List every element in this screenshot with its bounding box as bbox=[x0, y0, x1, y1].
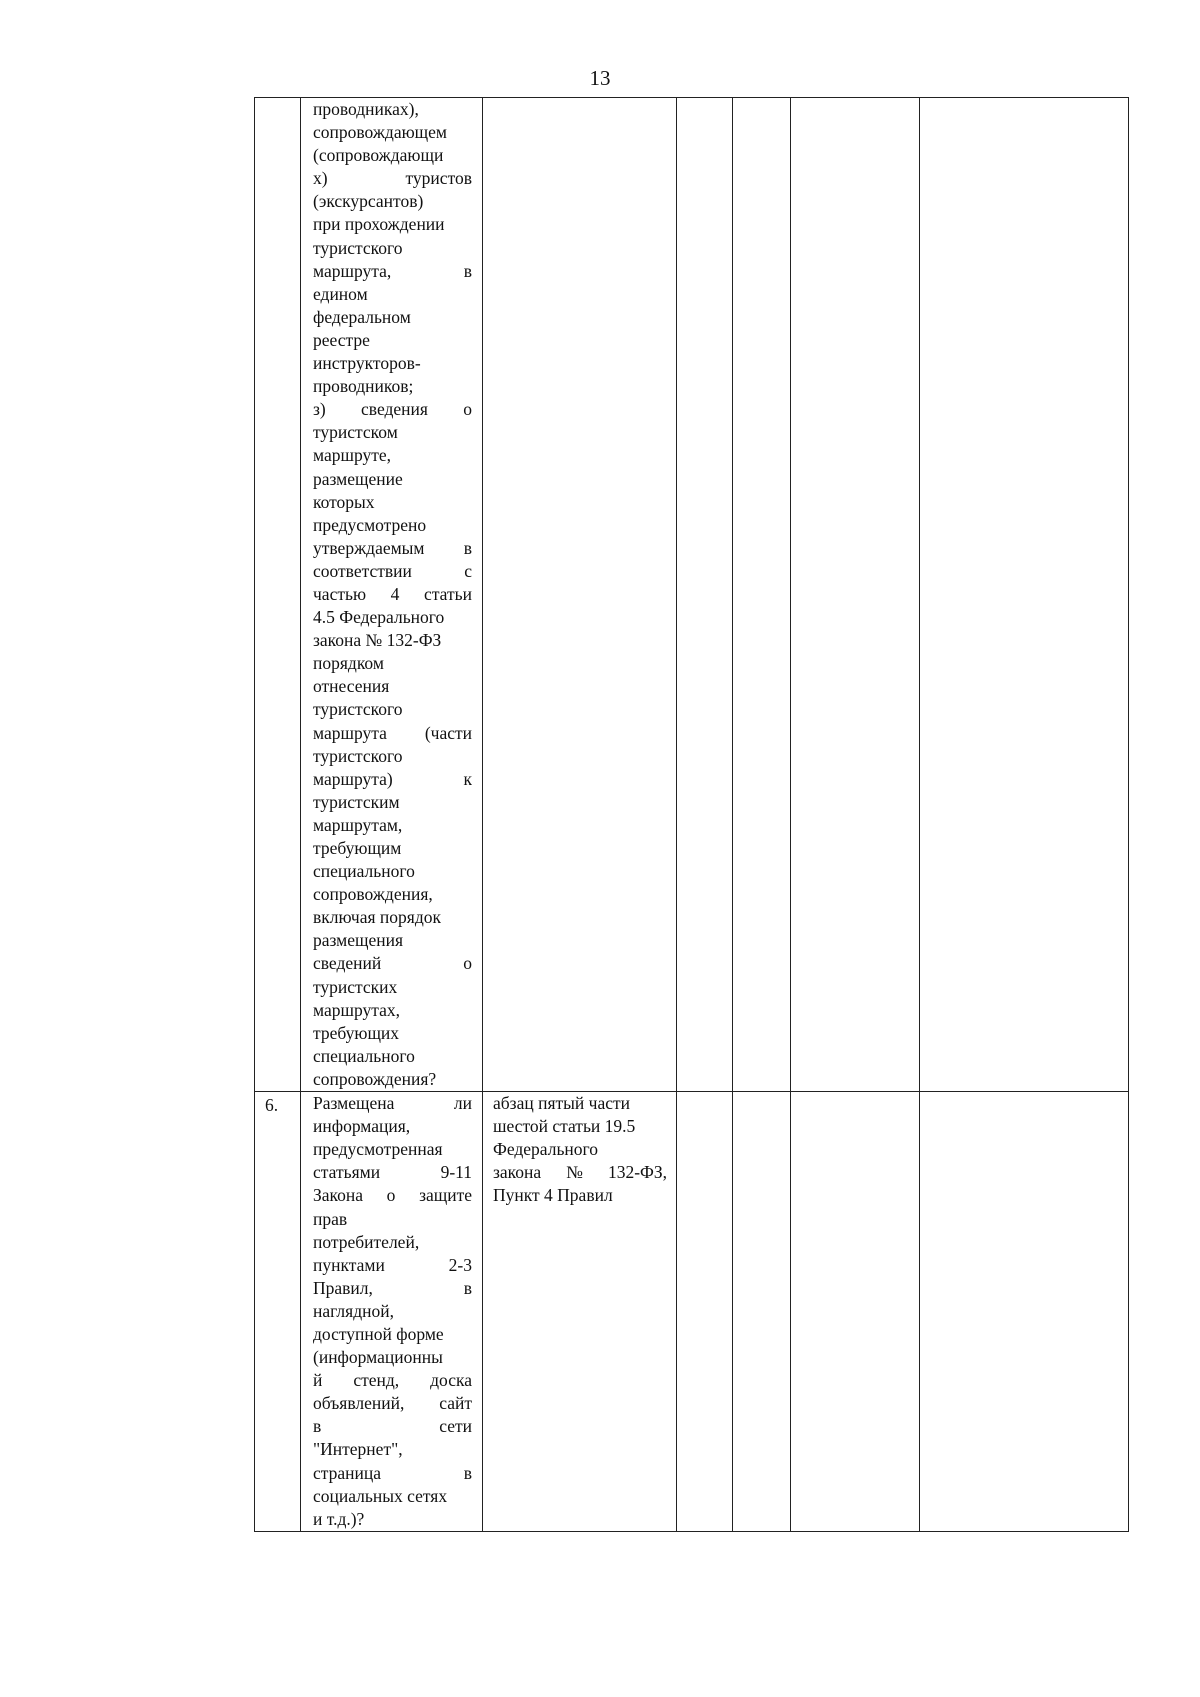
text-line: проводниках), bbox=[313, 99, 419, 119]
text-line: соответствии с bbox=[313, 560, 472, 581]
text-line: пунктами 2-3 bbox=[313, 1254, 472, 1275]
text-line: предусмотренная bbox=[313, 1139, 443, 1160]
reference-cell bbox=[483, 1092, 677, 1532]
text-line: утверждаемым в bbox=[313, 537, 472, 558]
text-line: потребителей, bbox=[313, 1231, 420, 1252]
text-line: туристских bbox=[313, 976, 398, 997]
reference-cell bbox=[483, 98, 677, 1092]
text-line: включая порядок bbox=[313, 907, 441, 928]
checklist-table bbox=[254, 97, 1129, 1532]
text-line: (экскурсантов) bbox=[313, 191, 424, 212]
text-line: отнесения bbox=[313, 676, 390, 697]
text-line: сведений о bbox=[313, 953, 472, 974]
text-line: которых bbox=[313, 491, 375, 512]
text-line: наглядной, bbox=[313, 1300, 394, 1321]
text-line: реестре bbox=[313, 329, 370, 350]
text-line: Пункт 4 Правил bbox=[493, 1185, 613, 1206]
question-cell bbox=[301, 98, 483, 1092]
row-number: 6. bbox=[265, 1095, 279, 1116]
text-line: маршрута, в bbox=[313, 260, 472, 281]
text-line: закона № 132-ФЗ bbox=[313, 630, 442, 651]
text-line: в сети bbox=[313, 1416, 472, 1437]
text-line: сопровождения, bbox=[313, 884, 433, 905]
table-row bbox=[255, 1092, 1129, 1532]
notes-cell bbox=[920, 98, 1129, 1092]
text-line: туристского bbox=[313, 699, 403, 720]
answer-no-cell bbox=[733, 98, 791, 1092]
text-line: 4.5 Федерального bbox=[313, 607, 445, 628]
text-line: туристском bbox=[313, 422, 398, 443]
text-line: х) туристов bbox=[313, 168, 472, 189]
text-line: размещения bbox=[313, 930, 404, 951]
reference-text bbox=[483, 1092, 676, 1207]
text-line: Правил, в bbox=[313, 1277, 472, 1298]
text-line: (сопровождающи bbox=[313, 145, 444, 166]
text-line: "Интернет", bbox=[313, 1439, 403, 1460]
text-line: шестой статьи 19.5 bbox=[493, 1116, 636, 1137]
text-line: маршрута (части bbox=[313, 722, 472, 743]
row-number-cell bbox=[255, 98, 301, 1092]
text-line: (информационны bbox=[313, 1347, 443, 1368]
text-line: доступной форме bbox=[313, 1323, 444, 1344]
text-line: сопровождающем bbox=[313, 122, 447, 143]
page-number: 13 bbox=[589, 66, 611, 90]
text-line: статьями 9-11 bbox=[313, 1162, 472, 1183]
table-row bbox=[255, 98, 1129, 1092]
text-line: едином bbox=[313, 283, 368, 304]
text-line: маршрутах, bbox=[313, 999, 400, 1020]
text-line: и т.д.)? bbox=[313, 1508, 365, 1529]
text-line: туристского bbox=[313, 237, 403, 258]
question-cell bbox=[301, 1092, 483, 1532]
text-line: прав bbox=[313, 1208, 348, 1229]
answer-no-cell bbox=[733, 1092, 791, 1532]
text-line: закона № 132-ФЗ, bbox=[493, 1162, 667, 1183]
text-line: информация, bbox=[313, 1116, 411, 1137]
text-line: туристского bbox=[313, 745, 403, 766]
text-line: з) сведения о bbox=[313, 399, 472, 420]
text-line: специального bbox=[313, 861, 415, 882]
answer-yes-cell bbox=[677, 98, 733, 1092]
text-line: специального bbox=[313, 1045, 415, 1066]
text-line: при прохождении bbox=[313, 214, 445, 235]
text-line: маршрутам, bbox=[313, 814, 403, 835]
notes-cell bbox=[920, 1092, 1129, 1532]
text-line: абзац пятый части bbox=[493, 1093, 631, 1114]
text-line: требующим bbox=[313, 838, 402, 858]
row-number bbox=[255, 98, 300, 100]
text-line: инструкторов- bbox=[313, 353, 421, 374]
text-line: сопровождения? bbox=[313, 1068, 437, 1089]
text-line: туристским bbox=[313, 791, 400, 812]
text-line: размещение bbox=[313, 468, 403, 489]
text-line: предусмотрено bbox=[313, 514, 427, 535]
text-line: порядком bbox=[313, 653, 384, 674]
text-line: Закона о защите bbox=[313, 1185, 472, 1206]
question-text bbox=[301, 1092, 482, 1531]
text-line: требующих bbox=[313, 1022, 400, 1043]
text-line: маршруте, bbox=[313, 445, 392, 466]
text-line: й стенд, доска bbox=[313, 1370, 472, 1391]
text-line: объявлений, сайт bbox=[313, 1393, 472, 1414]
text-line: проводников; bbox=[313, 376, 414, 397]
not-applicable-cell bbox=[791, 1092, 920, 1532]
answer-yes-cell bbox=[677, 1092, 733, 1532]
text-line: социальных сетях bbox=[313, 1485, 448, 1506]
text-line: маршрута) к bbox=[313, 768, 472, 789]
not-applicable-cell bbox=[791, 98, 920, 1092]
text-line: федеральном bbox=[313, 306, 411, 327]
question-text bbox=[301, 98, 482, 1091]
text-line: страница в bbox=[313, 1462, 472, 1483]
text-line: частью 4 статьи bbox=[313, 583, 472, 604]
text-line: Размещена ли bbox=[313, 1093, 472, 1114]
row-number-cell bbox=[255, 1092, 301, 1532]
text-line: Федерального bbox=[493, 1139, 599, 1160]
